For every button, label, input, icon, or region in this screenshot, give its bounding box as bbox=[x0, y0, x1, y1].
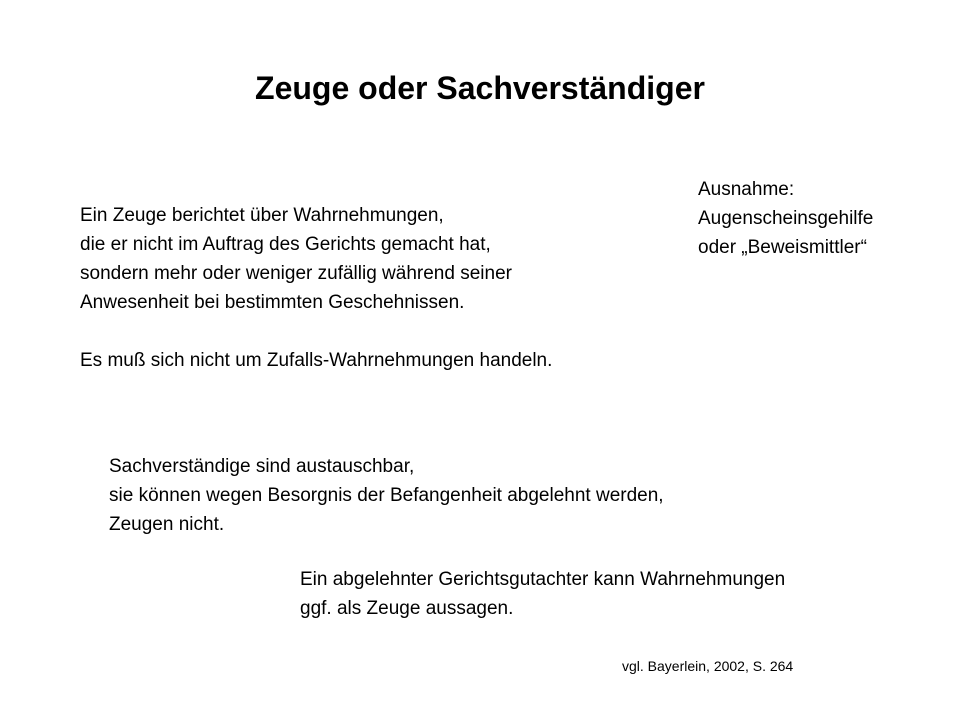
experts-line: Sachverständige sind austauschbar, bbox=[109, 456, 415, 477]
witness-definition-block bbox=[80, 201, 552, 375]
rejected-expert-line: ggf. als Zeuge aussagen. bbox=[300, 598, 514, 619]
witness-definition-line: Ein Zeuge berichtet über Wahrnehmungen, bbox=[80, 205, 444, 226]
rejected-expert-block bbox=[300, 565, 785, 623]
witness-definition-line: sondern mehr oder weniger zufällig während seiner bbox=[80, 263, 512, 284]
experts-block bbox=[109, 452, 664, 539]
exception-line: Ausnahme: bbox=[698, 179, 795, 200]
citation: vgl. Bayerlein, 2002, S. 264 bbox=[622, 658, 794, 674]
exception-block bbox=[698, 175, 873, 262]
witness-note: Es muß sich nicht um Zufalls-Wahrnehmungen handeln. bbox=[80, 350, 553, 371]
experts-line: sie können wegen Besorgnis der Befangenheit abgelehnt werden, bbox=[109, 485, 664, 506]
witness-definition-line: Anwesenheit bei bestimmten Geschehnissen. bbox=[80, 292, 465, 313]
exception-line: oder „Beweismittler“ bbox=[698, 237, 867, 258]
rejected-expert-line: Ein abgelehnter Gerichtsgutachter kann Wahrnehmungen bbox=[300, 569, 786, 590]
exception-line: Augenscheinsgehilfe bbox=[698, 208, 874, 229]
witness-definition-line: die er nicht im Auftrag des Gerichts gemacht hat, bbox=[80, 234, 491, 255]
slide-title: Zeuge oder Sachverständiger bbox=[255, 70, 705, 106]
experts-line: Zeugen nicht. bbox=[109, 514, 225, 535]
paragraph-spacer bbox=[80, 317, 552, 346]
